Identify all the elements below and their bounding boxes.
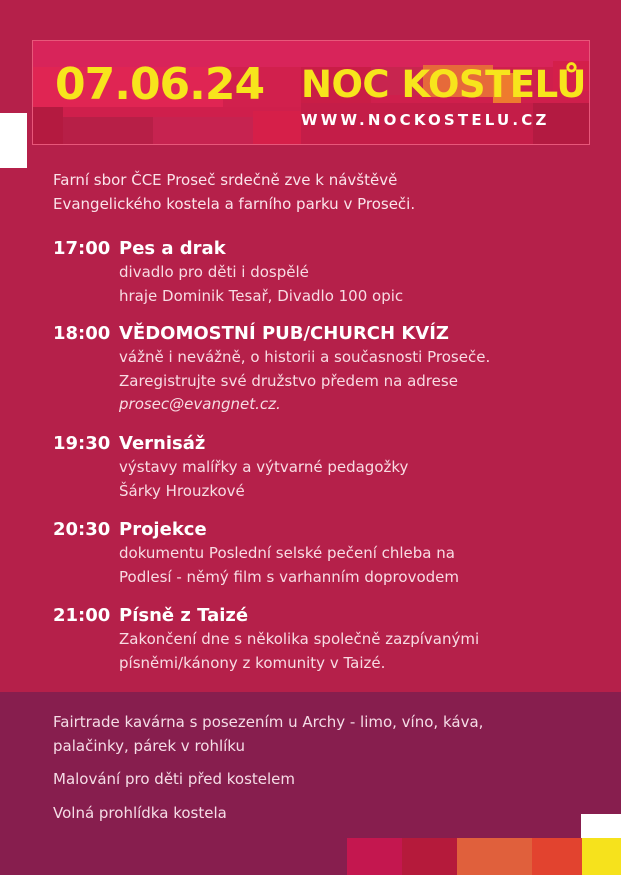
program-heading (53, 432, 593, 456)
header-banner (32, 40, 590, 145)
program-description: Šárky Hrouzkové (119, 481, 245, 500)
color-strip-block (402, 838, 457, 875)
program-description: výstavy malířky a výtvarné pedagožky (119, 458, 409, 476)
website-url[interactable]: WWW.NOCKOSTELU.CZ (301, 111, 550, 129)
program-title: VĚDOMOSTNÍ PUB/CHURCH KVÍZ (119, 323, 449, 344)
program-time: 19:30 (53, 433, 111, 454)
white-square-decoration (0, 113, 27, 168)
color-strip-block (582, 838, 621, 875)
program-description: Zakončení dne s několika společně zazpívanými (119, 630, 480, 648)
program-heading (53, 322, 593, 346)
color-strip-block (347, 838, 402, 875)
cafe-info: Fairtrade kavárna s posezením u Archy - limo, víno, káva, (53, 713, 484, 731)
banner-block (63, 117, 153, 144)
program-description: Zaregistrujte své družstvo předem na adrese (119, 371, 458, 390)
program-title: Písně z Taizé (119, 605, 249, 626)
program-description: hraje Dominik Tesař, Divadlo 100 opic (119, 286, 404, 305)
program-title: Projekce (119, 519, 207, 540)
program-item (53, 432, 593, 503)
program-description: dokumentu Poslední selské pečení chleba na (119, 544, 455, 562)
banner-block (153, 117, 253, 144)
event-date: 07.06.24 (55, 59, 265, 110)
program-time: 17:00 (53, 238, 111, 259)
program-heading (53, 237, 593, 261)
white-square-decoration (581, 814, 621, 838)
program-time: 18:00 (53, 323, 111, 344)
program-heading (53, 518, 593, 542)
program-description: Podlesí - němý film s varhanním doprovodem (119, 567, 459, 586)
program-item (53, 518, 593, 589)
program-heading (53, 604, 593, 628)
tour-info: Volná prohlídka kostela (53, 804, 227, 822)
program-item (53, 237, 593, 308)
banner-block (253, 111, 301, 144)
intro-line: Evangelického kostela a farního parku v Proseči. (53, 195, 416, 213)
color-strip-block (532, 838, 582, 875)
contact-email[interactable]: prosec@evangnet.cz. (119, 395, 281, 413)
program-title: Vernisáž (119, 433, 206, 454)
program-description: vážně i nevážně, o historii a současnosti Proseče. (119, 348, 491, 366)
program-description: písněmi/kánony z komunity v Taizé. (119, 653, 386, 672)
program-description: divadlo pro děti i dospělé (119, 263, 309, 281)
program-time: 21:00 (53, 605, 111, 626)
program-item (53, 604, 593, 675)
intro-line: Farní sbor ČCE Proseč srdečně zve k návštěvě (53, 171, 398, 189)
program-title: Pes a drak (119, 238, 226, 259)
program-time: 20:30 (53, 519, 111, 540)
cafe-info: palačinky, párek v rohlíku (53, 737, 246, 755)
program-item (53, 322, 593, 417)
intro-text (53, 168, 573, 216)
banner-block (33, 107, 63, 144)
event-title: NOC KOSTELŮ (301, 63, 586, 106)
painting-info: Malování pro děti před kostelem (53, 770, 295, 788)
color-strip-block (457, 838, 532, 875)
